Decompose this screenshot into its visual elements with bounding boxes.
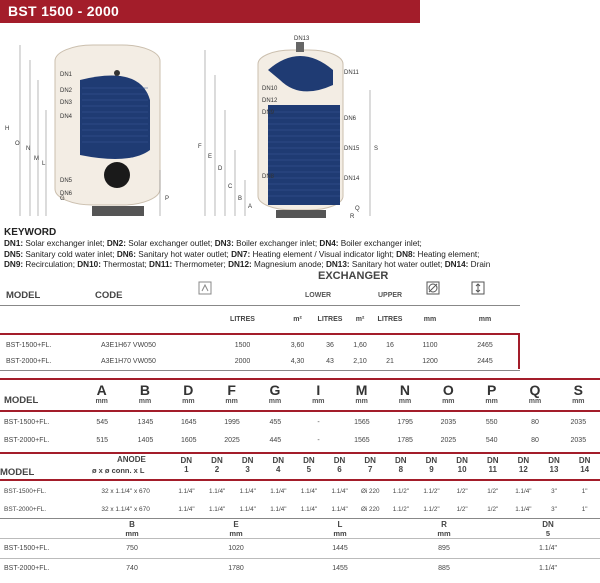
label-dn1: DN1 (60, 72, 73, 78)
legend-key: DN13: (325, 260, 350, 270)
column-letter: I (316, 382, 321, 398)
legend-key: DN8: (396, 249, 416, 259)
upper-label: UPPER (378, 292, 403, 299)
legend-desc: Drain (468, 260, 491, 270)
column-letter: Q (529, 382, 541, 398)
cell: 1345 (137, 418, 154, 426)
cell: 1.1/4" (239, 505, 256, 513)
legend-desc: Boiler exchanger inlet; (338, 239, 422, 248)
dn-label: DN (456, 456, 468, 465)
column-letter: B (129, 520, 135, 529)
title-underline (0, 22, 420, 23)
page-title: BST 1500 - 2000 (8, 3, 120, 19)
cell: 1.1/4" (270, 505, 287, 513)
table-row (0, 413, 600, 431)
table3-model-label: MODEL (0, 467, 35, 478)
cell: 1445 (332, 545, 348, 552)
label-dn8: DN8 (262, 174, 275, 180)
capacity-icon (198, 281, 212, 295)
cell: 1.1/4" (208, 505, 226, 513)
table1-code-label: CODE (95, 290, 123, 301)
table4 (0, 520, 600, 579)
legend-key: DN2: (106, 239, 126, 248)
dn-label: DN (486, 456, 499, 465)
dn-number: 2 (214, 465, 220, 474)
column-unit: mm (138, 398, 152, 405)
cell: 1/2" (487, 505, 499, 513)
cell: 1785 (397, 436, 413, 444)
row-model: BST-2000+FL. (4, 565, 50, 573)
cell: 895 (438, 545, 450, 552)
cell: Øi 220 (360, 505, 380, 513)
column-unit: mm (229, 529, 243, 538)
label-dn6-right: DN6 (344, 116, 357, 122)
lower-label: LOWER (305, 292, 332, 299)
column-unit: mm (355, 398, 368, 405)
column-unit: mm (572, 398, 585, 405)
column-unit: mm (437, 529, 451, 538)
cell: 1.1/4" (300, 505, 318, 513)
dn-number: 13 (549, 465, 559, 474)
cell: 1605 (180, 436, 197, 444)
legend-desc: Sanitary hot water outlet; (349, 260, 445, 270)
cell: 540 (485, 436, 498, 444)
legend-key: DN10: (77, 260, 101, 270)
legend-key: DN12: (228, 260, 252, 270)
column-unit: mm (442, 398, 455, 405)
cell: 1.1/4" (300, 487, 318, 495)
cell: 1405 (137, 436, 154, 444)
table4-divider-top (0, 518, 600, 519)
dn-number: 3 (245, 465, 250, 474)
dn-label: DN (241, 456, 254, 465)
dim-label-m: M (34, 156, 39, 162)
dn-number: 1 (184, 465, 189, 474)
table1 (0, 337, 520, 369)
cell: 550 (485, 418, 498, 426)
column-unit: mm (95, 398, 108, 405)
cell: 1645 (180, 418, 197, 426)
dn-label: DN (548, 456, 560, 465)
cell: 3" (551, 505, 557, 513)
table1-divider-red (0, 333, 520, 335)
dn-label: DN (425, 456, 438, 465)
dn-number: 14 (580, 465, 590, 474)
legend-line (4, 239, 600, 250)
legend-desc: Sanitary cold water inlet; (23, 249, 117, 259)
cell: 1.1/4" (239, 487, 256, 495)
dn-number: 4 (276, 465, 281, 474)
row-model: BST-1500+FL. (4, 418, 50, 426)
cell: 1995 (224, 418, 240, 426)
dn-label: DN (395, 456, 407, 465)
cell: 1.1/4" (515, 487, 532, 495)
dim-label-d: D (218, 166, 223, 172)
dn-label: DN (303, 456, 315, 465)
dn-number: 6 (337, 465, 342, 474)
dim-label-a: A (248, 204, 253, 210)
header-units (80, 398, 600, 405)
cell: 1780 (228, 565, 244, 573)
keyword-heading: KEYWORD (4, 227, 57, 238)
table-row (0, 539, 600, 559)
cell: 1020 (228, 545, 244, 552)
header-units (0, 529, 600, 539)
cell: - (317, 436, 320, 444)
cell: 1.1/4" (178, 505, 195, 513)
legend-desc: Solar exchanger outlet; (125, 239, 215, 248)
legend-key: DN14: (444, 260, 469, 270)
legend-key: DN7: (231, 249, 251, 259)
legend-desc: Thermometer; (172, 260, 229, 270)
cell: 1.1/2" (392, 505, 409, 513)
label-dn13: DN13 (294, 36, 310, 42)
cell: 740 (126, 565, 138, 573)
column-letter: E (233, 520, 239, 529)
table3-divider-mid (0, 479, 600, 481)
label-dn9: DN9 (262, 110, 275, 116)
cell: 1.1/2" (423, 505, 440, 513)
table1-divider-bottom (0, 370, 520, 371)
column-letter: G (269, 382, 281, 398)
legend-desc: Heating element; (415, 249, 480, 259)
legend-desc: Boiler exchanger inlet; (233, 239, 320, 248)
cell: 1.1/4" (208, 487, 226, 495)
table2 (0, 413, 600, 449)
cell: 1/2" (456, 487, 468, 495)
dim-label-n: N (26, 146, 31, 152)
cell: 3" (551, 487, 557, 495)
dim-label-e: E (208, 154, 213, 160)
column-letter: A (96, 382, 107, 398)
cell: Øi 220 (360, 487, 380, 495)
cell: 1.1/4" (538, 565, 558, 573)
column-unit: mm (225, 398, 238, 405)
cell: 1455 (332, 565, 348, 573)
table3-divider-top (0, 452, 600, 454)
label-dn12: DN12 (262, 98, 278, 104)
column-letter: M (355, 382, 368, 398)
legend-desc: Thermostat; (100, 260, 150, 270)
cell: 80 (531, 418, 539, 426)
tank-drawings (0, 30, 600, 225)
dim-label-r: R (350, 214, 355, 220)
column-letter: O (442, 382, 454, 398)
column-letter: F (227, 382, 236, 398)
cell: 1.1/4" (270, 487, 287, 495)
label-dn3: DN3 (60, 100, 73, 106)
legend-line (4, 250, 600, 261)
column-unit: mm (182, 398, 195, 405)
title-bar (0, 0, 420, 22)
dim-label-f: F (198, 144, 202, 150)
cell: 1565 (354, 418, 370, 426)
row-model: BST-1500+FL. (4, 487, 47, 495)
legend-desc: Solar exchanger inlet; (23, 239, 107, 248)
label-dn14: DN14 (344, 176, 360, 182)
table2-divider-top (0, 378, 600, 380)
table-row (0, 431, 600, 449)
cell: 1565 (354, 436, 370, 444)
cell: 1/2" (487, 487, 499, 495)
cell: 80 (531, 436, 539, 444)
legend-key: DN6: (116, 249, 136, 259)
cell: 1.1/2" (423, 487, 440, 495)
label-dn15: DN15 (344, 146, 360, 152)
column-unit: mm (312, 398, 325, 405)
dn-number: 5 (306, 465, 312, 474)
label-dn6: DN6 (60, 191, 73, 197)
dn-number: 9 (429, 465, 434, 474)
dn-number: 8 (398, 465, 404, 474)
label-dn4: DN4 (60, 114, 73, 120)
cell: 545 (96, 418, 109, 426)
table3 (0, 482, 600, 518)
cell: 1.1/4" (515, 505, 532, 513)
label-dn11: DN11 (344, 70, 359, 76)
legend-desc: Recirculation; (23, 260, 78, 270)
anode-cell: 32 x 1.1/4" x 670 (101, 505, 150, 513)
column-unit: mm (528, 398, 542, 405)
column-unit: mm (268, 398, 282, 405)
row-model: BST-2000+FL. (4, 505, 47, 513)
cell: 1.1/4" (331, 487, 348, 495)
header-letters (80, 382, 600, 398)
diameter-icon (426, 281, 440, 295)
table3-header (171, 456, 600, 474)
table2-divider-mid (0, 410, 600, 412)
cell: 455 (269, 418, 282, 426)
dim-label-s: S (374, 146, 379, 152)
legend-key: DN9: (4, 260, 24, 270)
anode-cell: 32 x 1.1/4" x 670 (101, 487, 150, 495)
legend-key: DN5: (4, 249, 24, 259)
header-dn (171, 456, 600, 465)
row-model: BST-2000+FL. (4, 436, 50, 444)
column-unit: mm (333, 529, 347, 538)
cell: 445 (269, 436, 282, 444)
column-unit: mm (125, 529, 139, 538)
dn-label: DN (180, 456, 193, 465)
table1-model-label: MODEL (6, 290, 41, 301)
row-model: BST-1500+FL. (4, 545, 50, 552)
dim-label-g: G (60, 196, 65, 202)
cell: 1795 (397, 418, 413, 426)
cell: 885 (438, 565, 450, 573)
table1-divider-top (0, 305, 520, 306)
column-letter: L (337, 520, 343, 529)
table2-header (80, 382, 600, 405)
cell: 515 (96, 436, 109, 444)
dim-label-h: H (5, 126, 10, 132)
legend-key: DN4: (319, 239, 339, 248)
cell: 1.1/4" (331, 505, 348, 513)
dim-label-c: C (228, 184, 233, 190)
dn-number: 12 (518, 465, 528, 474)
table-row: BST-2000+FL. A3E1H70 VW050 2000 4,30 43 2,10 21 1200 2445 (6, 357, 493, 365)
cell: 2025 (224, 436, 240, 444)
legend-desc: Heating element / Visual indicator light; (250, 249, 397, 259)
header-dn-numbers (171, 465, 600, 474)
dim-label-b: B (238, 196, 243, 202)
cell: 2035 (570, 418, 587, 426)
legend-key: DN11: (149, 260, 173, 270)
cell: 1/2" (456, 505, 468, 513)
height-icon (471, 281, 485, 295)
dn-number: 7 (367, 465, 373, 474)
table2-model-label: MODEL (4, 395, 39, 406)
dn-label: DN (272, 456, 285, 465)
column-letter: DN (542, 520, 554, 529)
table-row (0, 482, 600, 500)
dim-label-o: O (15, 141, 20, 147)
label-dn5: DN5 (60, 178, 73, 184)
right-tank-drawing (198, 36, 378, 220)
dim-label-l: L (42, 161, 46, 167)
column-unit: mm (485, 398, 498, 405)
cell: 1" (581, 487, 588, 495)
dn-label: DN (364, 456, 376, 465)
label-dn10: DN10 (262, 86, 278, 92)
column-letter: N (399, 382, 411, 398)
label-dn2: DN2 (60, 88, 73, 94)
column-unit: 5 (545, 529, 551, 538)
column-letter: B (139, 382, 151, 398)
cell: 1" (581, 505, 588, 513)
cell: 2025 (440, 436, 457, 444)
table1-header: LITRES m² LITRES m² LITRES mm mm (230, 316, 492, 323)
legend-key: DN1: (4, 239, 24, 248)
column-unit: mm (398, 398, 412, 405)
dn-label: DN (517, 456, 530, 465)
cell: 1.1/2" (392, 487, 409, 495)
column-letter: P (486, 382, 497, 398)
anode-label: ANODE (117, 455, 146, 464)
legend-key: DN3: (214, 239, 234, 248)
cell: 1.1/4" (178, 487, 195, 495)
anode-sublabel: ø x ø conn. x L (92, 466, 145, 475)
legend-desc: Magnesium anode; (251, 260, 326, 270)
cell: 2035 (570, 436, 587, 444)
table-row (0, 500, 600, 518)
cell: 2035 (440, 418, 457, 426)
dim-label-p: P (165, 196, 170, 202)
column-letter: R (441, 520, 447, 529)
column-letter: D (183, 382, 194, 398)
exchanger-label: EXCHANGER (318, 270, 389, 282)
keyword-legend (4, 239, 600, 271)
legend-line (4, 260, 600, 271)
dn-label: DN (578, 456, 591, 465)
cell: 1.1/4" (538, 545, 558, 552)
dn-label: DN (333, 456, 346, 465)
table-row (0, 559, 600, 579)
left-tank-drawing (5, 45, 169, 216)
table-row: BST-1500+FL. A3E1H67 VW050 1500 3,60 36 1,60 16 1100 2465 (6, 341, 493, 349)
cell: - (317, 418, 320, 426)
dim-label-q: Q (355, 206, 360, 212)
legend-desc: Sanitary hot water outlet; (135, 249, 232, 259)
dn-number: 11 (488, 465, 497, 474)
dn-label: DN (211, 456, 223, 465)
column-letter: S (573, 382, 583, 398)
header-letters (0, 520, 600, 529)
dn-number: 10 (457, 465, 467, 474)
cell: 750 (126, 545, 138, 552)
